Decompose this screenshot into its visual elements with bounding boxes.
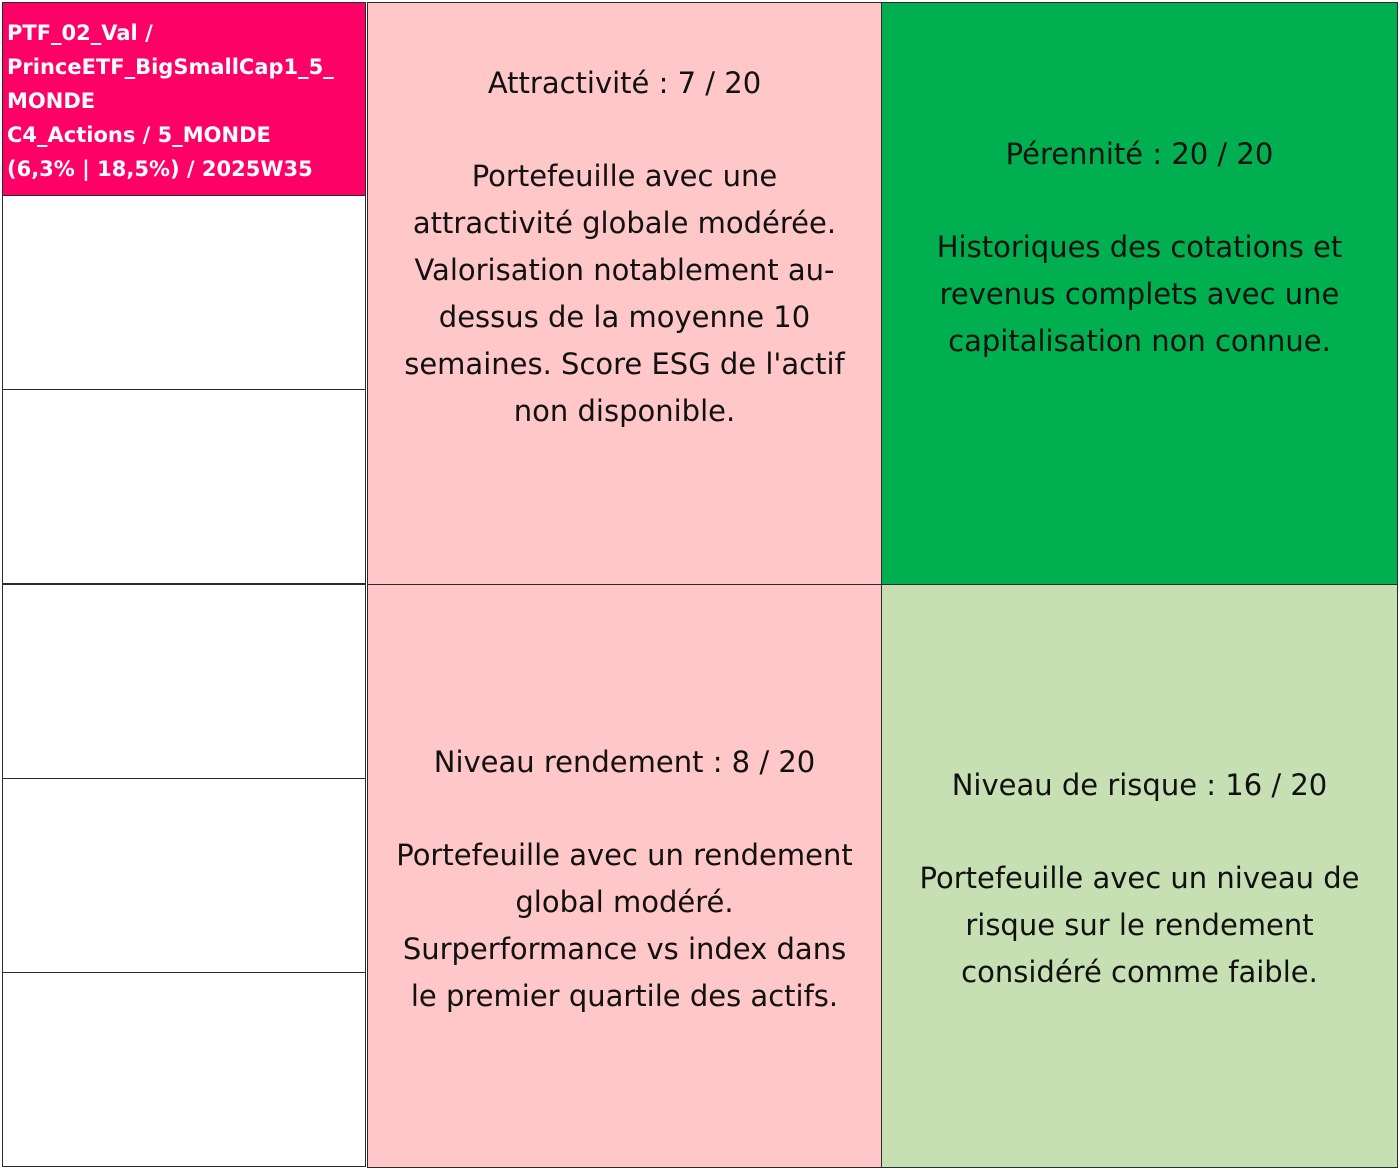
attractivite-desc-line-4: dessus de la moyenne 10 [438, 300, 811, 334]
portfolio-header-line-4: C4_Actions / 5_MONDE [7, 123, 271, 147]
blank-cell [2, 389, 366, 584]
blank-cell [2, 972, 366, 1167]
portfolio-header-line-2: PrinceETF_BigSmallCap1_5_ [7, 55, 334, 79]
rendement-desc-line-1: Portefeuille avec un rendement [396, 837, 853, 872]
risque-desc-line-2: risque sur le rendement [965, 908, 1314, 942]
portfolio-header-line-1: PTF_02_Val / [7, 21, 153, 45]
portfolio-header-line-3: MONDE [7, 89, 96, 113]
risque-panel [881, 584, 1398, 1168]
attractivite-score-title: Attractivité : 7 / 20 [487, 66, 762, 100]
attractivite-desc-line-3: Valorisation notablement au- [414, 253, 835, 287]
risque-desc-line-1: Portefeuille avec un niveau de [919, 861, 1360, 895]
risque-score-title: Niveau de risque : 16 / 20 [951, 768, 1328, 802]
rendement-panel [367, 584, 882, 1168]
attractivite-desc-line-1: Portefeuille avec une [471, 159, 778, 193]
rendement-desc-line-3: Surperformance vs index dans [402, 931, 847, 966]
attractivite-desc-line-2: attractivité globale modérée. [412, 206, 837, 240]
rendement-desc-line-2: global modéré. [515, 884, 734, 919]
rendement-desc-line-4: le premier quartile des actifs. [410, 978, 839, 1013]
attractivite-desc-line-6: non disponible. [513, 394, 736, 428]
blank-cell [2, 778, 366, 973]
portfolio-header-cell [2, 2, 366, 196]
perennite-panel [881, 2, 1398, 585]
perennite-desc-line-3: capitalisation non connue. [948, 323, 1331, 358]
perennite-desc-line-1: Historiques des cotations et [936, 229, 1343, 264]
blank-cell [2, 195, 366, 390]
perennite-score-title: Pérennité : 20 / 20 [1005, 136, 1274, 171]
attractivite-desc-line-5: semaines. Score ESG de l'actif [404, 347, 845, 381]
risque-desc-line-3: considéré comme faible. [961, 955, 1318, 989]
attractivite-panel [367, 2, 882, 585]
rendement-score-title: Niveau rendement : 8 / 20 [433, 744, 816, 779]
blank-cell [2, 584, 366, 779]
portfolio-header-line-5: (6,3% | 18,5%) / 2025W35 [7, 157, 313, 181]
perennite-desc-line-2: revenus complets avec une [939, 276, 1340, 311]
